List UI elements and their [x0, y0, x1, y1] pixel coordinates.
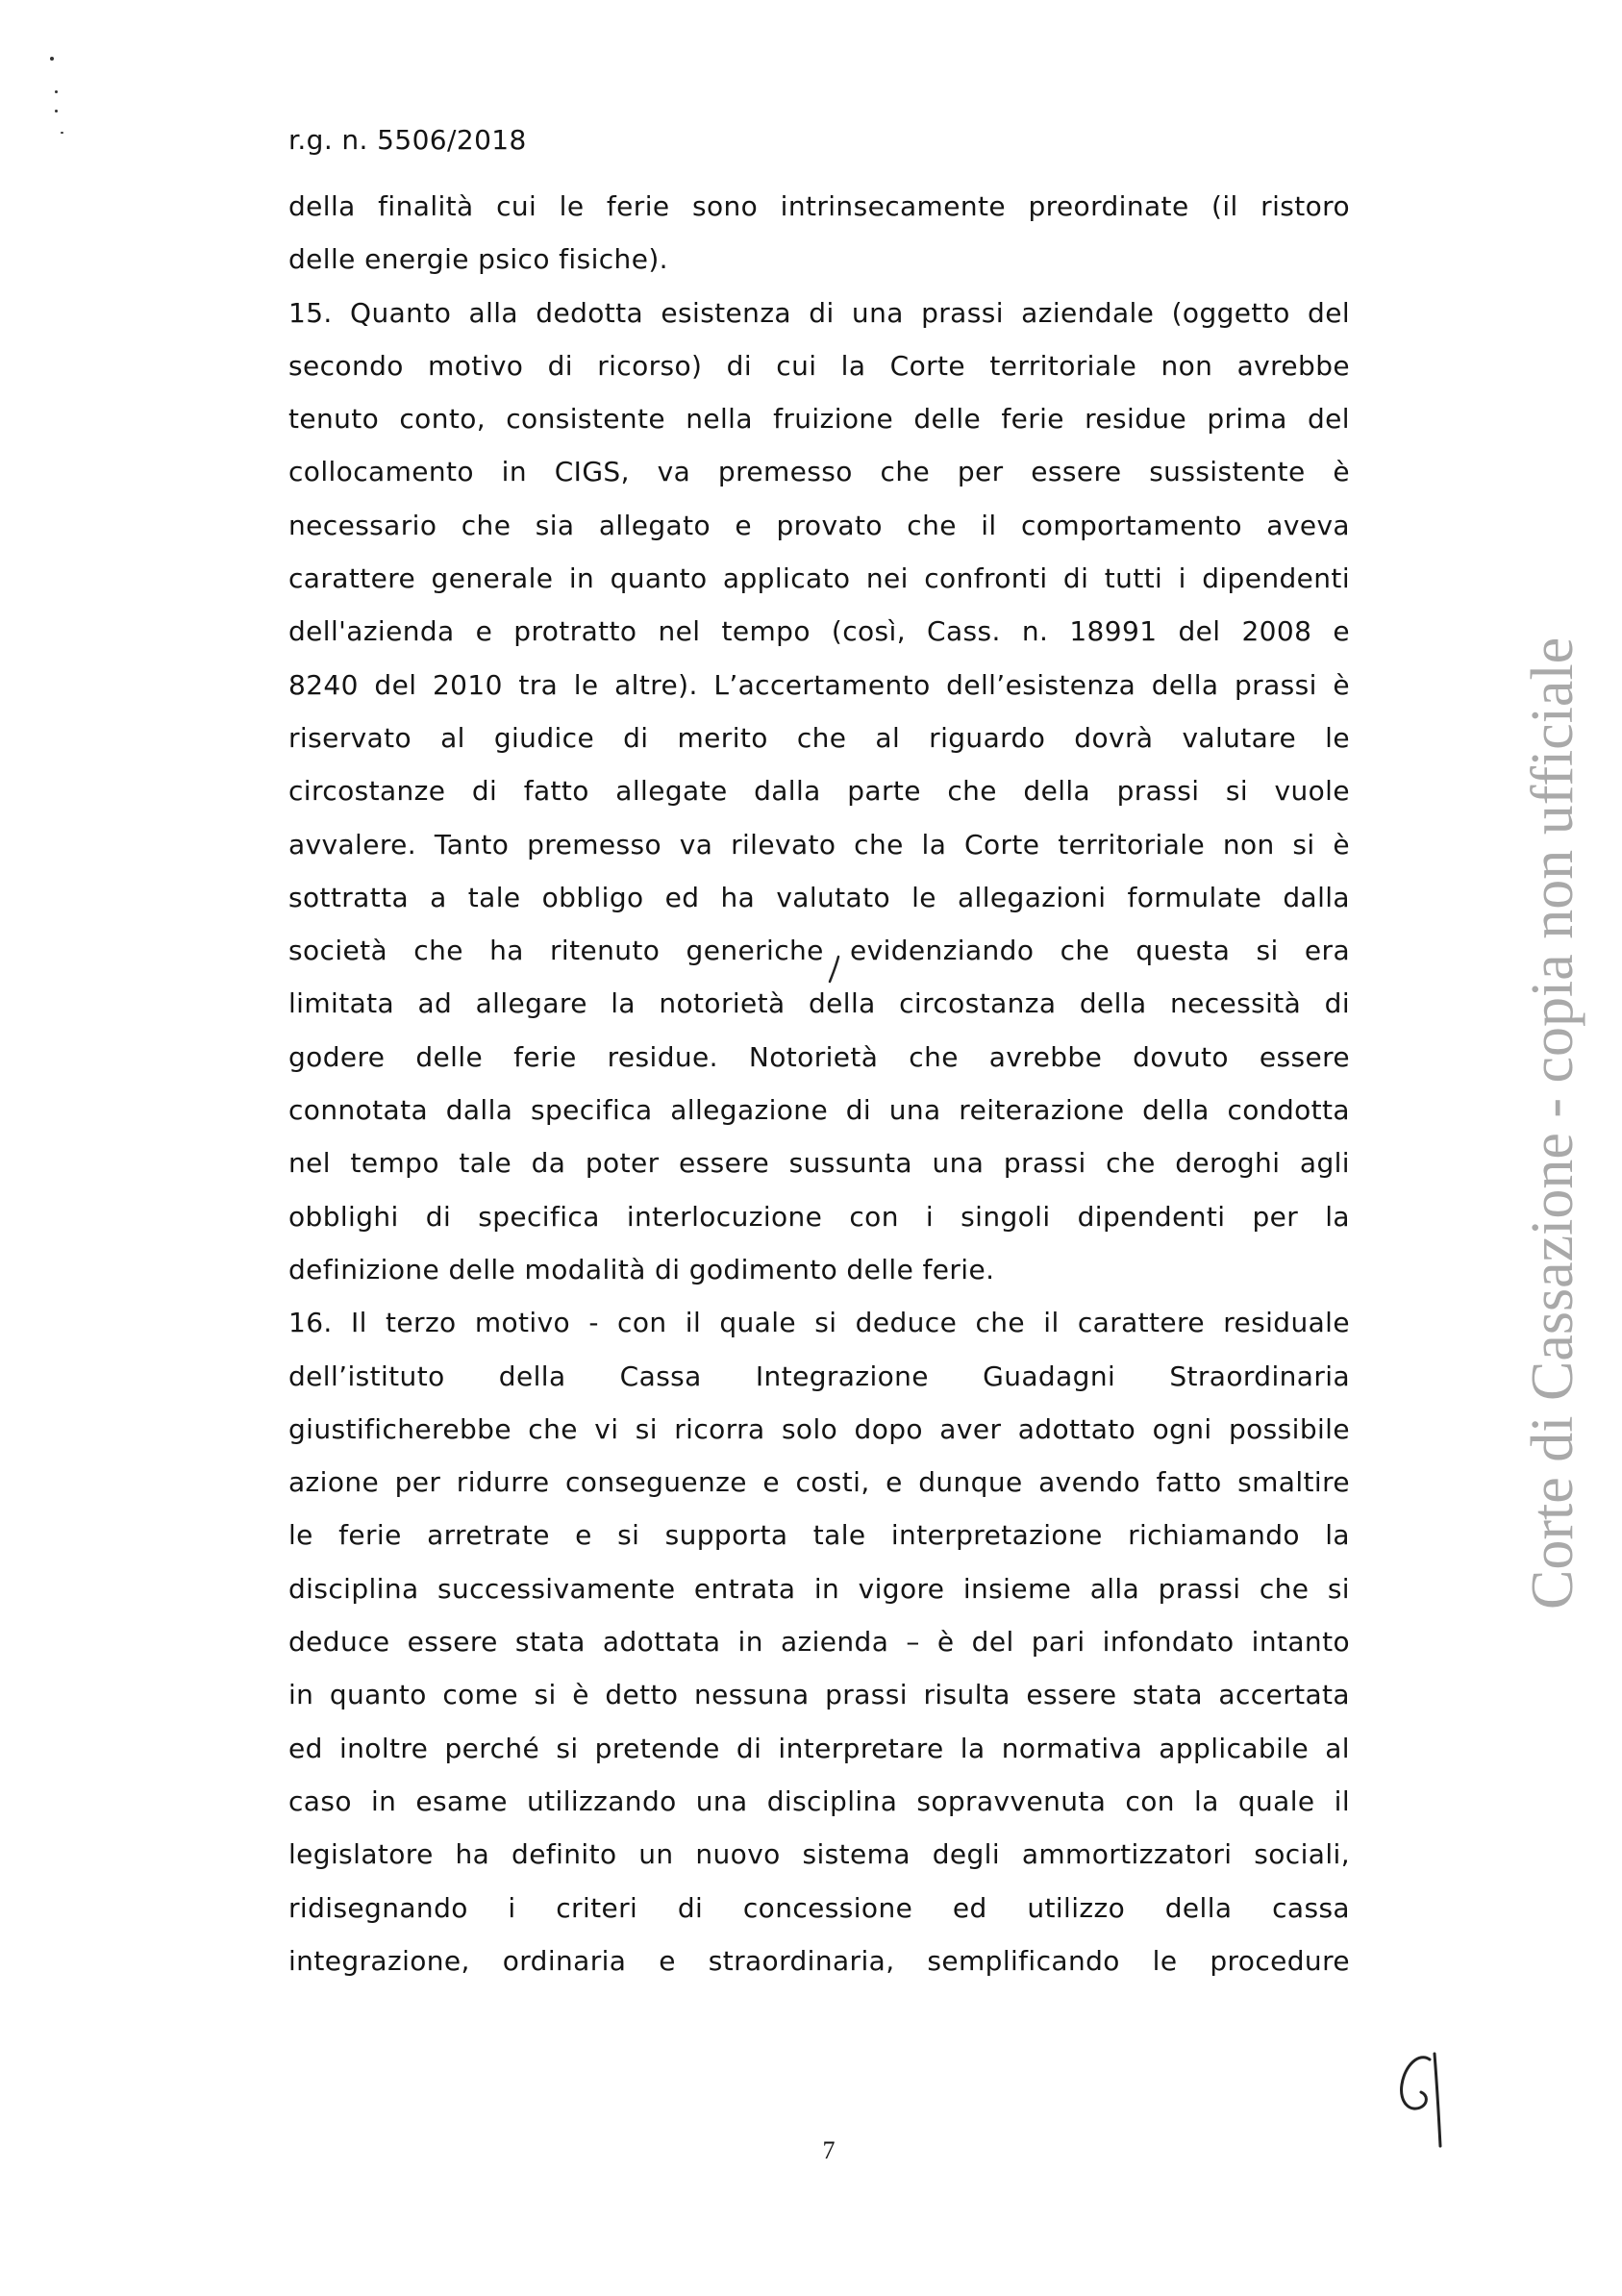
text-line: dell’istituto della Cassa Integrazione Guadagni Straordinaria	[288, 1360, 1350, 1392]
text-line: definizione delle modalità di godimento delle ferie.	[288, 1253, 995, 1285]
text-line: obblighi di specifica interlocuzione con i singoli dipendenti per la	[288, 1200, 1350, 1233]
text-line: azione per ridurre conseguenze e costi, e dunque avendo fatto smaltire	[288, 1466, 1350, 1499]
text-line: nel tempo tale da poter essere sussunta una prassi che deroghi agli	[288, 1147, 1350, 1180]
text-line: le ferie arretrate e si supporta tale interpretazione richiamando la	[288, 1519, 1350, 1552]
text-line: ridisegnando i criteri di concessione ed utilizzo della cassa	[288, 1891, 1350, 1924]
text-line: secondo motivo di ricorso) di cui la Corte territoriale non avrebbe	[288, 349, 1350, 382]
text-line: caso in esame utilizzando una disciplina sopravvenuta con la quale il	[288, 1784, 1350, 1817]
text-line: 15. Quanto alla dedotta esistenza di una prassi aziendale (oggetto del	[288, 296, 1350, 329]
handwritten-comma	[825, 954, 844, 985]
watermark: Corte di Cassazione - copia non ufficiale	[1520, 636, 1585, 1610]
scan-speck	[50, 57, 54, 61]
text-line: giustificherebbe che vi si ricorra solo dopo aver adottato ogni possibile	[288, 1412, 1350, 1445]
text-line: 16. Il terzo motivo - con il quale si deduce che il carattere residuale	[288, 1307, 1350, 1339]
text-line: circostanze di fatto allegate dalla parte che della prassi si vuole	[288, 775, 1350, 808]
page-number: 7	[822, 2136, 836, 2164]
scan-speck	[55, 90, 58, 93]
text-line: avvalere. Tanto premesso va rilevato che la Corte territoriale non si è	[288, 828, 1350, 861]
text-line: disciplina successivamente entrata in vigore insieme alla prassi che si	[288, 1572, 1350, 1605]
paragraph-16	[288, 1296, 1350, 1987]
text-line: legislatore ha definito un nuovo sistema degli ammortizzatori sociali,	[288, 1838, 1350, 1871]
page-text	[288, 180, 1350, 1987]
text-line: deduce essere stata adottata in azienda – è del pari infondato intanto	[288, 1626, 1350, 1659]
text-line: connotata dalla specifica allegazione di una reiterazione della condotta	[288, 1094, 1350, 1127]
text-line: riservato al giudice di merito che al riguardo dovrà valutare le	[288, 721, 1350, 754]
case-number: r.g. n. 5506/2018	[288, 124, 527, 156]
text-line: ed inoltre perché si pretende di interpretare la normativa applicabile al	[288, 1732, 1350, 1764]
text-line: tenuto conto, consistente nella fruizione delle ferie residue prima del	[288, 403, 1350, 436]
paragraph-15	[288, 287, 1350, 1297]
text-line: in quanto come si è detto nessuna prassi risulta essere stata accertata	[288, 1679, 1350, 1711]
scan-speck	[55, 110, 58, 112]
text-line: collocamento in CIGS, va premesso che per essere sussistente è	[288, 456, 1350, 488]
text-line: sottratta a tale obbligo ed ha valutato le allegazioni formulate dalla	[288, 881, 1350, 913]
text-line: delle energie psico fisiche).	[288, 243, 668, 276]
text-line: godere delle ferie residue. Notorietà che avrebbe dovuto essere	[288, 1040, 1350, 1073]
scan-speck	[61, 132, 63, 134]
text-line: limitata ad allegare la notorietà della circostanza della necessità di	[288, 987, 1350, 1020]
text-line: della finalità cui le ferie sono intrinsecamente preordinate (il ristoro	[288, 190, 1350, 222]
text-line: integrazione, ordinaria e straordinaria, semplificando le procedure	[288, 1944, 1350, 1977]
text-line: dell'azienda e protratto nel tempo (così, Cass. n. 18991 del 2008 e	[288, 615, 1350, 648]
text-line: carattere generale in quanto applicato nei confronti di tutti i dipendenti	[288, 562, 1350, 595]
text-line: società che ha ritenuto generiche evidenziando che questa si era	[288, 935, 1350, 967]
handwritten-page-mark	[1385, 2048, 1461, 2159]
paragraph	[288, 180, 1350, 287]
text-line: necessario che sia allegato e provato che il comportamento aveva	[288, 509, 1350, 541]
text-line: 8240 del 2010 tra le altre). L’accertamento dell’esistenza della prassi è	[288, 668, 1350, 701]
